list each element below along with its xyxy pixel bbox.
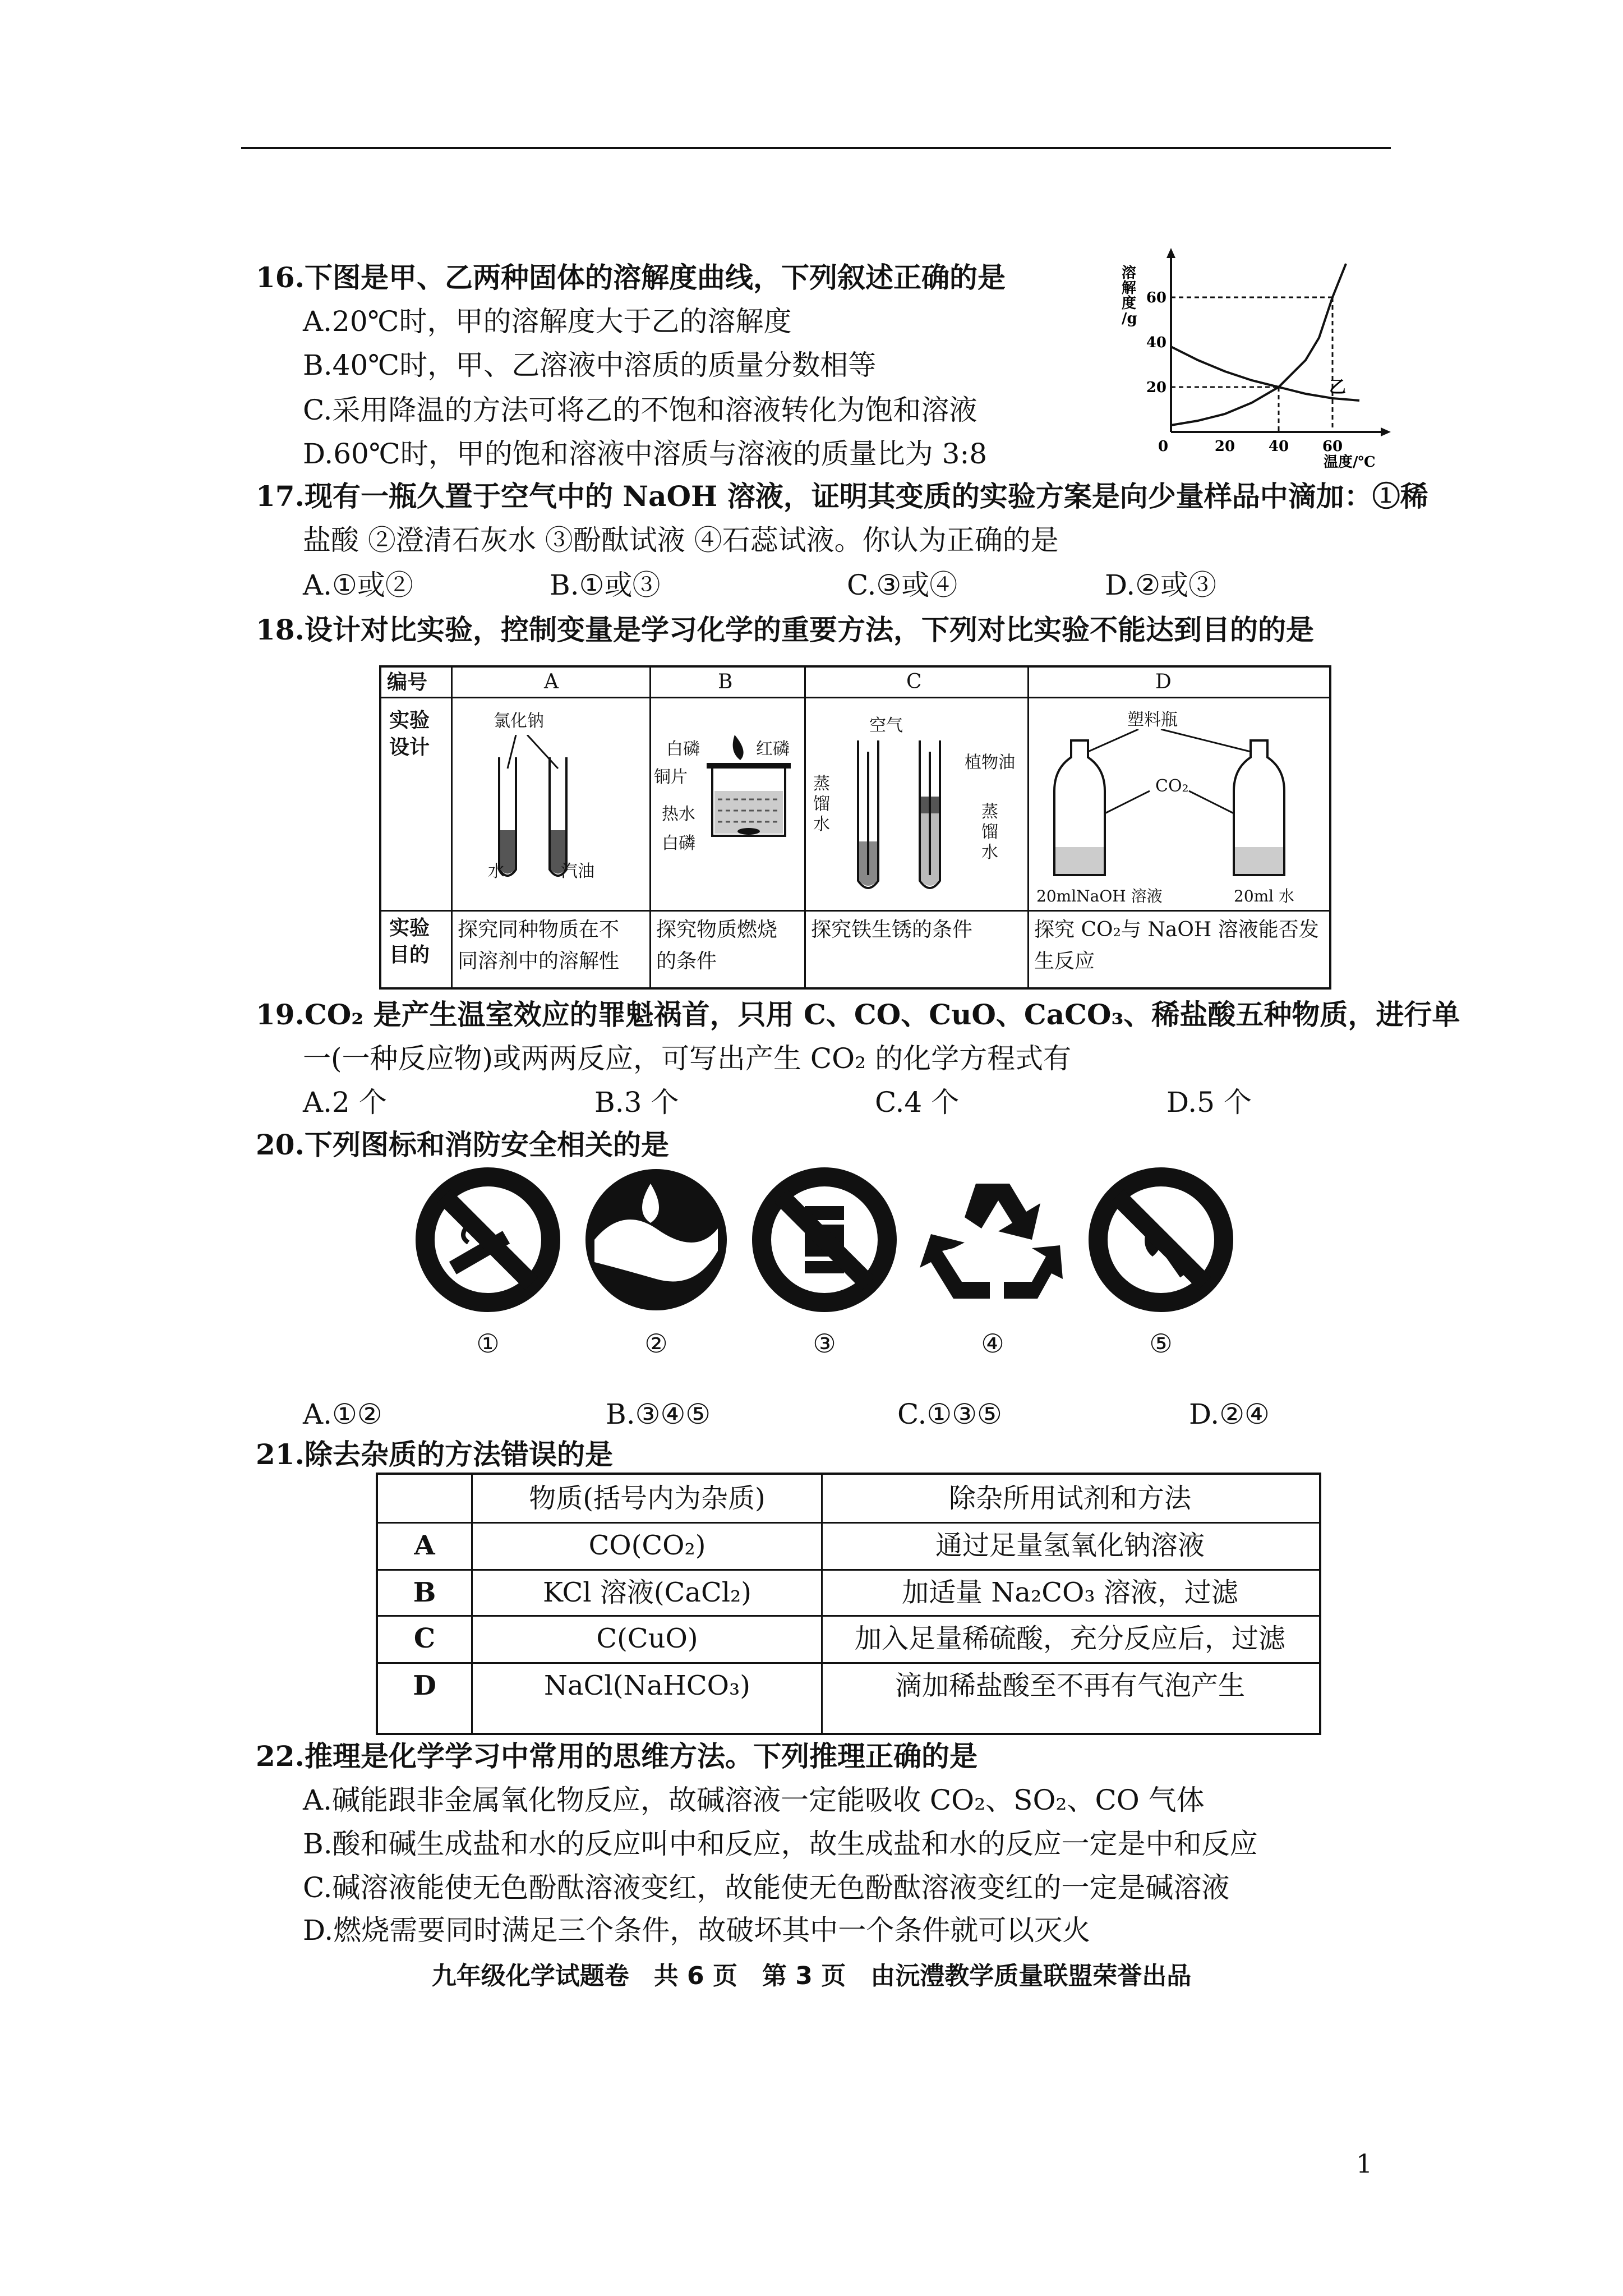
chart-ylabel-2: 解 xyxy=(1122,280,1137,297)
q18-d-bottles xyxy=(1038,729,1324,892)
q21-row-b-substance: KCl 溶液(CaCl₂) xyxy=(542,1577,752,1608)
icon-number-5: ⑤ xyxy=(1149,1328,1173,1359)
q18-col-b: B xyxy=(718,670,733,693)
q18-col-a: A xyxy=(544,670,559,693)
chart-guides xyxy=(1171,297,1332,432)
q20-option-c: C.①③⑤ xyxy=(897,1398,1002,1430)
no-smoking-icon xyxy=(415,1167,561,1313)
q18-c-test-tubes xyxy=(836,729,976,909)
q18-d-co2-label: CO₂ xyxy=(1155,776,1189,796)
chart-ylabel-1: 溶 xyxy=(1122,265,1137,282)
q21-row-c-key: C xyxy=(413,1623,436,1654)
q22-option-a: A.碱能跟非金属氧化物反应，故碱溶液一定能吸收 CO₂、SO₂、CO 气体 xyxy=(303,1784,1205,1816)
q21-row-d-key: D xyxy=(413,1670,436,1701)
top-rule xyxy=(241,147,1391,149)
q18-c-water1-label: 蒸馏水 xyxy=(813,774,830,834)
q19-stem-1: 19.CO₂ 是产生温室效应的罪魁祸首，只用 C、CO、CuO、CaCO₃、稀盐酸五种物质，进行单 xyxy=(256,998,1460,1031)
q21-table xyxy=(376,1473,1321,1735)
q18-b-red-p-label: 红磷 xyxy=(756,739,790,759)
q21-row-a-method: 通过足量氢氧化钠溶液 xyxy=(935,1530,1205,1561)
q18-c-oil-label: 植物油 xyxy=(965,753,1015,772)
q16-option-a: A.20℃时，甲的溶解度大于乙的溶解度 xyxy=(303,305,792,338)
q22-option-c: C.碱溶液能使无色酚酞溶液变红，故能使无色酚酞溶液变红的一定是碱溶液 xyxy=(303,1871,1230,1904)
q18-purpose-a-2: 同溶剂中的溶解性 xyxy=(458,950,620,973)
q21-header-substance: 物质(括号内为杂质) xyxy=(529,1483,766,1514)
q17-option-a: A.①或② xyxy=(303,569,413,601)
no-open-flame-icon xyxy=(1088,1167,1234,1313)
q18-b-white-p-2-label: 白磷 xyxy=(662,834,695,853)
q21-row-b-method: 加适量 Na₂CO₃ 溶液，过滤 xyxy=(902,1577,1238,1608)
q20-icons xyxy=(415,1167,1234,1369)
y-tick-20: 20 xyxy=(1146,379,1166,396)
q21-row-c-method: 加入足量稀硫酸，充分反应后，过滤 xyxy=(854,1623,1285,1654)
q17-stem-2: 盐酸 ②澄清石灰水 ③酚酞试液 ④石蕊试液。你认为正确的是 xyxy=(303,524,1059,556)
q22-option-d: D.燃烧需要同时满足三个条件，故破坏其中一个条件就可以灭火 xyxy=(303,1914,1091,1947)
q18-purpose-label: 实验目的 xyxy=(389,916,430,967)
q16-option-c: C.采用降温的方法可将乙的不饱和溶液转化为饱和溶液 xyxy=(303,394,978,426)
icon-number-4: ④ xyxy=(981,1328,1004,1359)
chart-ylabel-3: 度 xyxy=(1122,295,1137,312)
q18-d-water-label: 20ml 水 xyxy=(1234,887,1295,905)
chart-ticks xyxy=(1146,289,1343,455)
q18-b-white-p-label: 白磷 xyxy=(666,739,700,759)
q18-stem: 18.设计对比实验，控制变量是学习化学的重要方法，下列对比实验不能达到目的的是 xyxy=(256,613,1314,646)
q18-table xyxy=(379,665,1331,990)
q18-a-solute-label: 氯化钠 xyxy=(494,711,544,731)
y-tick-60: 60 xyxy=(1146,289,1166,306)
q18-design-label: 实验设计 xyxy=(389,708,430,759)
q21-stem: 21.除去杂质的方法错误的是 xyxy=(256,1438,613,1471)
icon-number-3: ③ xyxy=(813,1328,836,1359)
chart-series-label-yi: 乙 xyxy=(1329,378,1346,397)
chart-series xyxy=(1171,264,1359,425)
q19-option-d: D.5 个 xyxy=(1166,1086,1252,1119)
q18-c-air-label: 空气 xyxy=(869,716,903,735)
q19-option-a: A.2 个 xyxy=(303,1086,387,1119)
q18-purpose-a-1: 探究同种物质在不 xyxy=(458,918,620,941)
y-tick-40: 40 xyxy=(1146,334,1166,351)
chart-axes xyxy=(1166,248,1391,436)
page-number: 1 xyxy=(1356,2148,1373,2179)
q21-row-d-method: 滴加稀盐酸至不再有气泡产生 xyxy=(895,1670,1245,1701)
q21-row-c-substance: C(CuO) xyxy=(596,1623,698,1654)
q21-header-method: 除杂所用试剂和方法 xyxy=(948,1483,1191,1514)
icon-number-2: ② xyxy=(644,1328,668,1359)
q18-purpose-b-2: 的条件 xyxy=(656,950,717,973)
q18-a-gasoline-label: 汽油 xyxy=(561,862,594,881)
q18-b-copper-label: 铜片 xyxy=(654,767,688,787)
q19-option-b: B.3 个 xyxy=(594,1086,679,1119)
q16-option-b: B.40℃时，甲、乙溶液中溶质的质量分数相等 xyxy=(303,349,877,381)
q18-col-c: C xyxy=(906,670,922,693)
q18-head-label: 编号 xyxy=(387,670,428,694)
q20-stem: 20.下列图标和消防安全相关的是 xyxy=(256,1128,669,1161)
q21-row-a-substance: CO(CO₂) xyxy=(588,1530,706,1561)
q20-option-a: A.①② xyxy=(303,1398,382,1430)
icon-number-1: ① xyxy=(476,1328,500,1359)
q18-c-water2-label: 蒸馏水 xyxy=(981,802,998,862)
q17-option-d: D.②或③ xyxy=(1105,569,1217,601)
q18-col-d: D xyxy=(1155,670,1172,693)
q18-b-hot-water-label: 热水 xyxy=(662,804,695,824)
q18-purpose-b-1: 探究物质燃烧 xyxy=(656,918,778,941)
series-jia-line xyxy=(1171,264,1346,425)
q17-stem-1: 17.现有一瓶久置于空气中的 NaOH 溶液，证明其变质的实验方案是向少量样品中滴加：①稀 xyxy=(256,480,1428,513)
q18-d-naoh-label: 20mlNaOH 溶液 xyxy=(1036,887,1163,905)
q18-b-beaker xyxy=(695,729,802,864)
q18-d-bottle-label: 塑料瓶 xyxy=(1127,710,1178,730)
q18-purpose-d-1: 探究 CO₂与 NaOH 溶液能否发 xyxy=(1034,918,1319,941)
x-tick-60: 60 xyxy=(1322,438,1343,455)
q20-option-b: B.③④⑤ xyxy=(606,1398,711,1430)
q21-row-d-substance: NaCl(NaHCO₃) xyxy=(544,1670,750,1701)
q19-stem-2: 一(一种反应物)或两两反应，可写出产生 CO₂ 的化学方程式有 xyxy=(303,1042,1072,1075)
q19-option-c: C.4 个 xyxy=(875,1086,960,1119)
q18-a-water-label: 水 xyxy=(488,862,505,881)
x-tick-0: 0 xyxy=(1158,438,1169,455)
solubility-chart xyxy=(1122,247,1396,471)
q22-option-b: B.酸和碱生成盐和水的反应叫中和反应，故生成盐和水的反应一定是中和反应 xyxy=(303,1828,1258,1860)
q16-option-d: D.60℃时，甲的饱和溶液中溶质与溶液的质量比为 3:8 xyxy=(303,438,988,470)
q17-option-b: B.①或③ xyxy=(550,569,661,601)
recycling-icon xyxy=(920,1167,1066,1313)
q16-stem: 16.下图是甲、乙两种固体的溶解度曲线，下列叙述正确的是 xyxy=(256,261,1006,294)
chart-ylabel-4: /g xyxy=(1122,310,1137,327)
water-saving-icon xyxy=(583,1167,729,1313)
q17-option-c: C.③或④ xyxy=(847,569,958,601)
x-tick-20: 20 xyxy=(1214,438,1235,455)
q18-purpose-d-2: 生反应 xyxy=(1034,950,1095,973)
page-footer: 九年级化学试题卷 共 6 页 第 3 页 由沅澧教学质量联盟荣誉出品 xyxy=(431,1962,1192,1990)
q21-row-b-key: B xyxy=(413,1577,436,1608)
q22-stem: 22.推理是化学学习中常用的思维方法。下列推理正确的是 xyxy=(256,1740,978,1773)
q20-option-d: D.②④ xyxy=(1189,1398,1270,1430)
no-flammable-storage-icon xyxy=(751,1167,897,1313)
chart-xlabel: 温度/℃ xyxy=(1324,454,1376,471)
q18-purpose-c-1: 探究铁生锈的条件 xyxy=(811,918,973,941)
x-tick-40: 40 xyxy=(1268,438,1289,455)
q18-header-row xyxy=(381,668,1329,698)
q21-row-a-key: A xyxy=(414,1530,435,1561)
